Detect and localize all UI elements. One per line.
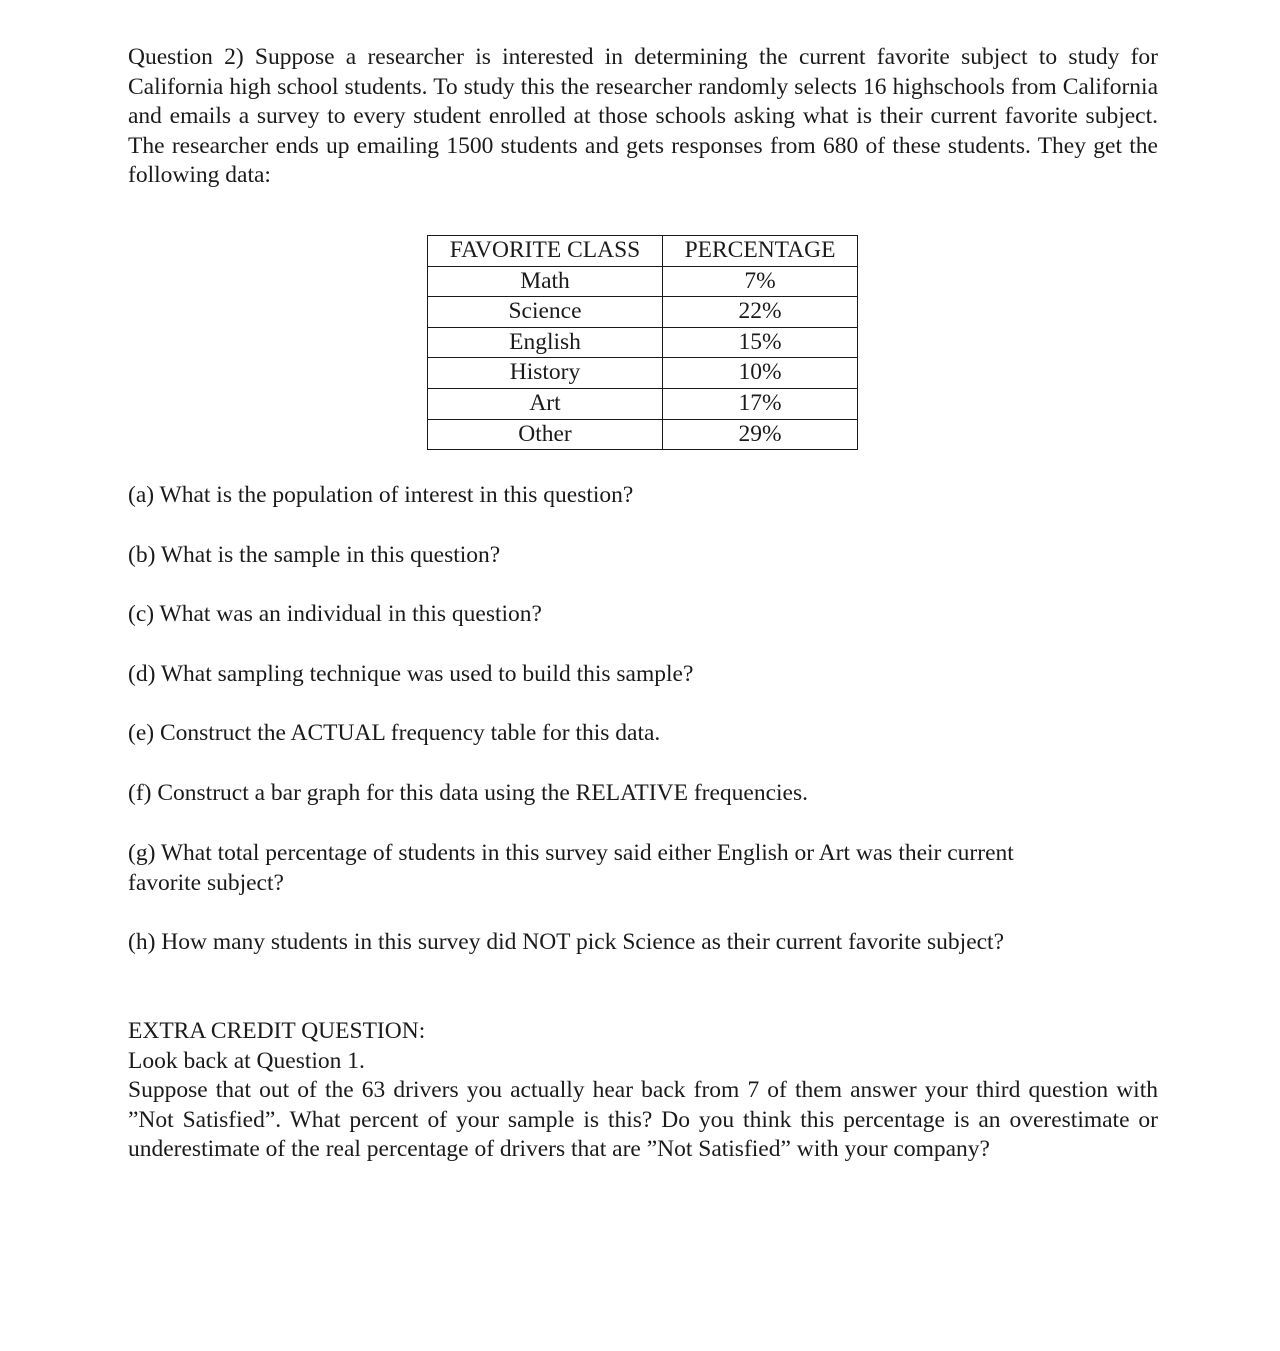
percentage-cell: 10% (663, 358, 858, 389)
class-cell: Other (428, 419, 663, 450)
table-row (428, 419, 858, 450)
class-cell: Art (428, 388, 663, 419)
class-cell: Math (428, 266, 663, 297)
percentage-cell: 29% (663, 419, 858, 450)
part-e: (e) Construct the ACTUAL frequency table for this data. (128, 720, 661, 746)
part-b: (b) What is the sample in this question? (128, 542, 501, 568)
part-d: (d) What sampling technique was used to build this sample? (128, 661, 694, 687)
class-cell: History (428, 358, 663, 389)
table-row (428, 388, 858, 419)
table-row (428, 327, 858, 358)
favorite-class-table (427, 235, 858, 450)
class-cell: Science (428, 297, 663, 328)
table-header-row (428, 236, 858, 267)
extra-credit-heading: EXTRA CREDIT QUESTION: (128, 1018, 426, 1044)
table-row (428, 266, 858, 297)
part-c: (c) What was an individual in this question? (128, 601, 542, 627)
percentage-cell: 15% (663, 327, 858, 358)
percentage-cell: 7% (663, 266, 858, 297)
part-h: (h) How many students in this survey did NOT pick Science as their current favorite subject? (128, 929, 1005, 955)
extra-credit-line1: Look back at Question 1. (128, 1047, 365, 1074)
document-page (128, 43, 1158, 1163)
question-2-intro: Question 2) Suppose a researcher is interested in determining the current favorite subject to study for California high school students. To study this the researcher randomly selects 16 highschools from California and emails a survey to every student enrolled at those schools asking what is their current favorite subject. The researcher ends up emailing 1500 students and gets responses from 680 of these students. They get the following data: (128, 44, 1158, 189)
part-g: (g) What total percentage of students in this survey said either English or Art was their current favorite subject? (128, 840, 1014, 896)
extra-credit-section (128, 1017, 1158, 1165)
percentage-cell: 17% (663, 388, 858, 419)
percentage-cell: 22% (663, 297, 858, 328)
table-row (428, 358, 858, 389)
header-favorite-class: FAVORITE CLASS (428, 236, 663, 267)
part-a: (a) What is the population of interest in this question? (128, 482, 634, 508)
part-f: (f) Construct a bar graph for this data using the RELATIVE frequencies. (128, 780, 808, 806)
table-row (428, 297, 858, 328)
class-cell: English (428, 327, 663, 358)
extra-credit-body: Suppose that out of the 63 drivers you actually hear back from 7 of them answer your third question with ”Not Satisfied”. What percent of your sample is this? Do you think this percentage is an overestimate or underestimate of the real percentage of drivers that are ”Not Satisfied” with your company? (128, 1077, 1158, 1163)
header-percentage: PERCENTAGE (663, 236, 858, 267)
